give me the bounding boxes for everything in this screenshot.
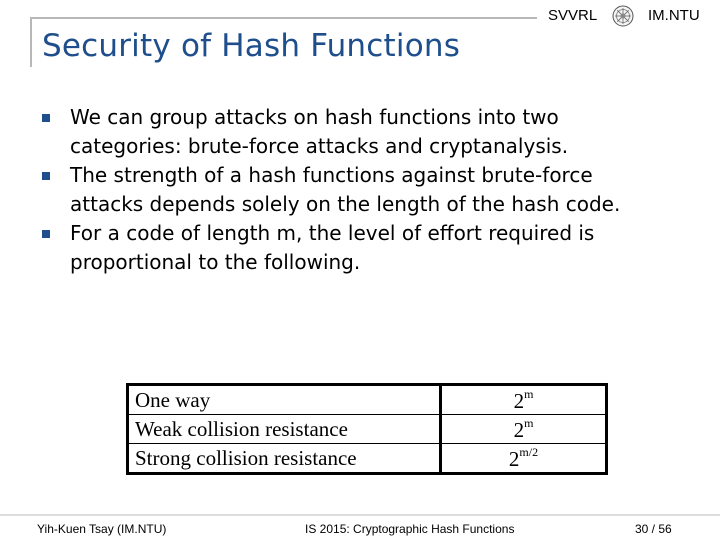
lab-name: SVVRL — [548, 7, 598, 24]
bullet-list — [42, 103, 682, 277]
slide-title: Security of Hash Functions — [42, 28, 461, 64]
effort-cell — [441, 415, 607, 444]
footer-course: IS 2015: Cryptographic Hash Functions — [305, 522, 515, 536]
bullet-line: categories: brute-force attacks and cryptanalysis. — [70, 134, 569, 158]
bullet-line: attacks depends solely on the length of the hash code. — [70, 192, 621, 216]
bullet-line: We can group attacks on hash functions into two — [70, 105, 559, 129]
property-cell: One way — [128, 385, 441, 415]
square-bullet-icon — [42, 114, 50, 122]
title-frame-top-rule — [32, 17, 537, 19]
effort-exponent: m — [524, 386, 534, 401]
effort-cell — [441, 444, 607, 474]
title-frame-left-rule — [30, 17, 32, 67]
table-row — [128, 415, 607, 444]
bullet-line: For a code of length m, the level of effort required is — [70, 221, 595, 245]
effort-cell — [441, 385, 607, 415]
effort-exponent: m/2 — [519, 444, 539, 459]
bullet-item — [42, 103, 682, 161]
footer-author: Yih-Kuen Tsay (IM.NTU) — [37, 522, 167, 536]
footer-page-number: 30 / 56 — [635, 522, 672, 536]
effort-table — [126, 383, 608, 475]
table-row — [128, 444, 607, 474]
institution-name: IM.NTU — [648, 7, 700, 24]
bullet-item — [42, 161, 682, 219]
footer-divider — [0, 514, 720, 516]
effort-base: 2 — [513, 388, 525, 413]
bullet-line: The strength of a hash functions against brute-force — [70, 163, 593, 187]
property-cell: Weak collision resistance — [128, 415, 441, 444]
effort-base: 2 — [513, 417, 525, 442]
square-bullet-icon — [42, 172, 50, 180]
slide-header — [548, 5, 716, 27]
effort-exponent: m — [524, 415, 534, 430]
bullet-line: proportional to the following. — [70, 250, 361, 274]
university-seal-icon — [612, 5, 634, 27]
bullet-item — [42, 219, 682, 277]
square-bullet-icon — [42, 230, 50, 238]
effort-base: 2 — [508, 446, 520, 471]
property-cell: Strong collision resistance — [128, 444, 441, 474]
table-row — [128, 385, 607, 415]
